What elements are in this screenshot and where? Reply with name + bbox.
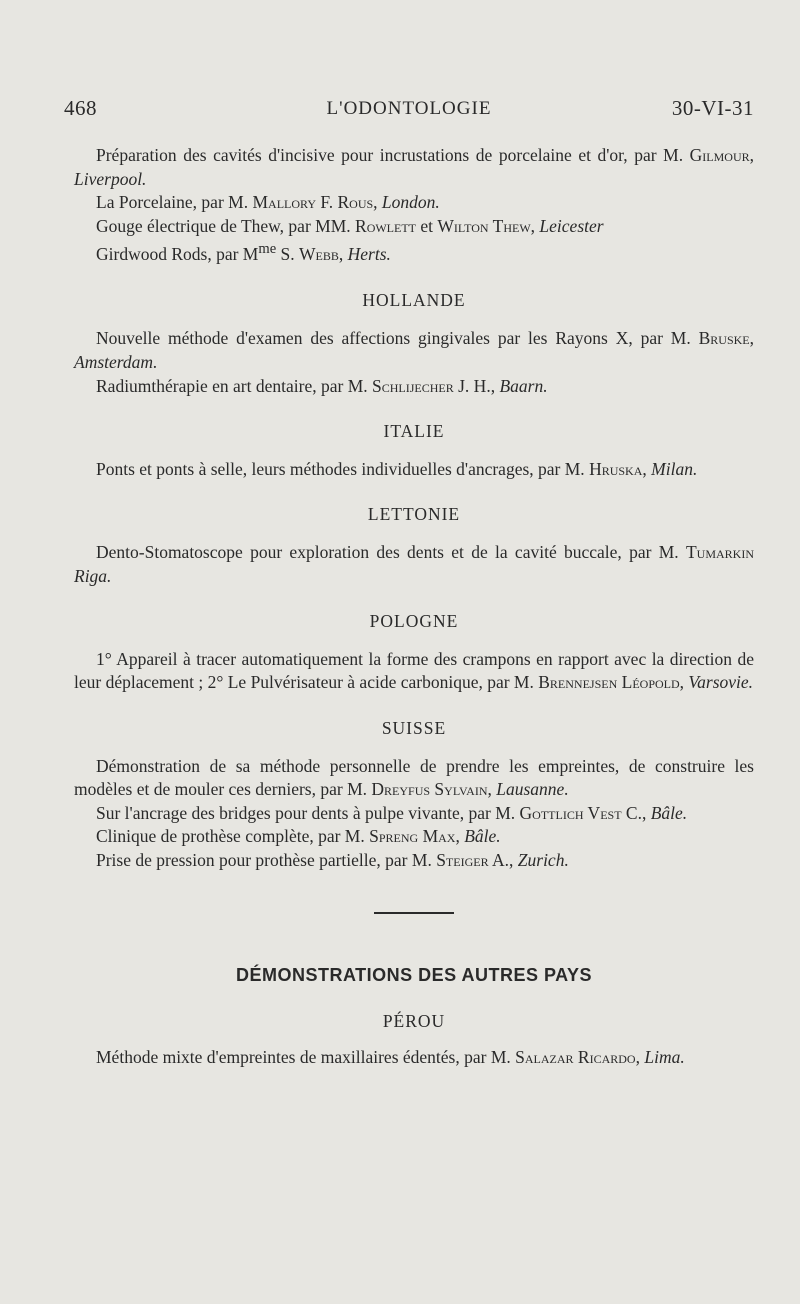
author-name: Hruska <box>589 458 643 479</box>
author-name: Brennejsen Léopold <box>538 672 680 693</box>
entry-text: Ponts et ponts à selle, leurs méthodes individuelles d'ancrages, par M. <box>96 458 590 479</box>
entry-hruska <box>74 458 754 482</box>
separator: , <box>373 192 382 213</box>
section-divider <box>374 912 454 914</box>
author-name: Wilton Thew <box>437 215 531 236</box>
initial: J. H., <box>453 375 500 396</box>
author-name: Schlijecher <box>372 375 454 396</box>
entry-text: Prise de pression pour prothèse partielle, par M. <box>96 849 437 870</box>
running-header <box>64 96 754 126</box>
author-name: Steiger <box>436 849 489 870</box>
entry-spreng <box>74 825 754 849</box>
separator: , <box>679 672 689 693</box>
entry-text: Girdwood Rods, par M <box>96 244 259 265</box>
place-name: Lausanne. <box>496 779 569 800</box>
entry-webb <box>74 238 754 266</box>
entry-brennejsen <box>74 648 754 695</box>
author-name: Mallory F. Rous <box>252 192 374 213</box>
entry-steiger <box>74 849 754 873</box>
place-name: Liverpool. <box>74 168 147 189</box>
place-name: Riga. <box>74 565 112 586</box>
entry-bruske <box>74 327 754 374</box>
author-name: Spreng Max <box>369 826 456 847</box>
entry-tumarkin <box>74 541 754 588</box>
entry-gilmour <box>74 144 754 191</box>
author-name: Bruske <box>698 328 750 349</box>
place-name: Amsterdam. <box>74 351 158 372</box>
author-name: Webb <box>299 244 339 265</box>
separator: , <box>487 779 497 800</box>
author-name: Gilmour <box>689 145 750 165</box>
initial: S. <box>276 244 300 265</box>
heading-pologne: POLOGNE <box>369 611 459 632</box>
entry-text: Méthode mixte d'empreintes de maxillaires édentés, par M. <box>96 1046 516 1067</box>
entry-gottlich <box>74 802 754 826</box>
issue-date: 30-VI-31 <box>671 96 754 120</box>
body-text <box>74 144 754 1069</box>
author-name: Gottlich Vest <box>519 802 622 823</box>
entry-text: Sur l'ancrage des bridges pour dents à pulpe vivante, par M. <box>96 802 520 823</box>
entry-text: Gouge électrique de Thew, par MM. <box>96 215 356 236</box>
connector: et <box>416 215 438 236</box>
place-name: Leicester <box>539 215 604 236</box>
entry-text: Dento-Stomatoscope pour exploration des dents et de la cavité buccale, par M. <box>96 541 686 562</box>
entry-rowlett <box>74 215 754 239</box>
entry-text: La Porcelaine, par M. <box>96 192 253 213</box>
heading-lettonie: LETTONIE <box>367 504 461 525</box>
entry-text: Démonstration de sa méthode personnelle de prendre les empreintes, de construire les modèles et de mouler ces derniers, par M. <box>74 755 754 800</box>
entry-salazar <box>74 1046 754 1070</box>
place-name: Baarn. <box>499 375 548 396</box>
author-name: Rowlett <box>355 215 417 236</box>
section-title: DÉMONSTRATIONS DES AUTRES PAYS <box>235 965 593 986</box>
entry-dreyfus <box>74 755 754 802</box>
place-name: Bâle. <box>464 826 501 847</box>
entry-text: Nouvelle méthode d'examen des affections gingivales par les Rayons X, par M. <box>96 328 699 349</box>
heading-italie: ITALIE <box>383 421 445 442</box>
separator: , <box>642 458 652 479</box>
initial: A., <box>488 849 518 870</box>
place-name: London. <box>381 192 440 213</box>
entry-text: Radiumthérapie en art dentaire, par M. <box>96 375 373 396</box>
separator: , <box>635 1046 645 1067</box>
entry-text: Préparation des cavités d'incisive pour incrustations de porcelaine et d'or, par M. <box>96 145 690 165</box>
initial: C., <box>621 802 651 823</box>
author-name: Dreyfus Sylvain <box>371 779 488 800</box>
entry-text: 1° Appareil à tracer automatiquement la forme des crampons en rapport avec la direction de leur déplacement ; 2° Le Pulvérisateur à acide carbonique, par M. <box>74 648 754 693</box>
separator: , <box>338 244 348 265</box>
place-name: Herts. <box>347 244 391 265</box>
heading-hollande: HOLLANDE <box>362 289 466 310</box>
heading-perou: PÉROU <box>382 1011 446 1032</box>
page-number: 468 <box>64 96 97 120</box>
entry-mallory <box>74 191 754 215</box>
entry-schlijecher <box>74 375 754 399</box>
heading-suisse: SUISSE <box>381 717 447 738</box>
separator: , <box>530 215 540 236</box>
place-name: Varsovie. <box>688 672 754 693</box>
separator: , <box>749 328 754 349</box>
author-name: Tumarkin <box>685 541 754 562</box>
author-name: Salazar Ricardo <box>515 1046 636 1067</box>
place-name: Bâle. <box>650 802 688 823</box>
separator: , <box>749 145 754 165</box>
title-superscript: me <box>258 241 277 258</box>
journal-title: L'ODONTOLOGIE <box>326 98 492 119</box>
place-name: Milan. <box>651 458 698 479</box>
entry-text: Clinique de prothèse complète, par M. <box>96 826 370 847</box>
place-name: Lima. <box>644 1046 685 1067</box>
place-name: Zurich. <box>517 849 569 870</box>
separator: , <box>455 826 465 847</box>
